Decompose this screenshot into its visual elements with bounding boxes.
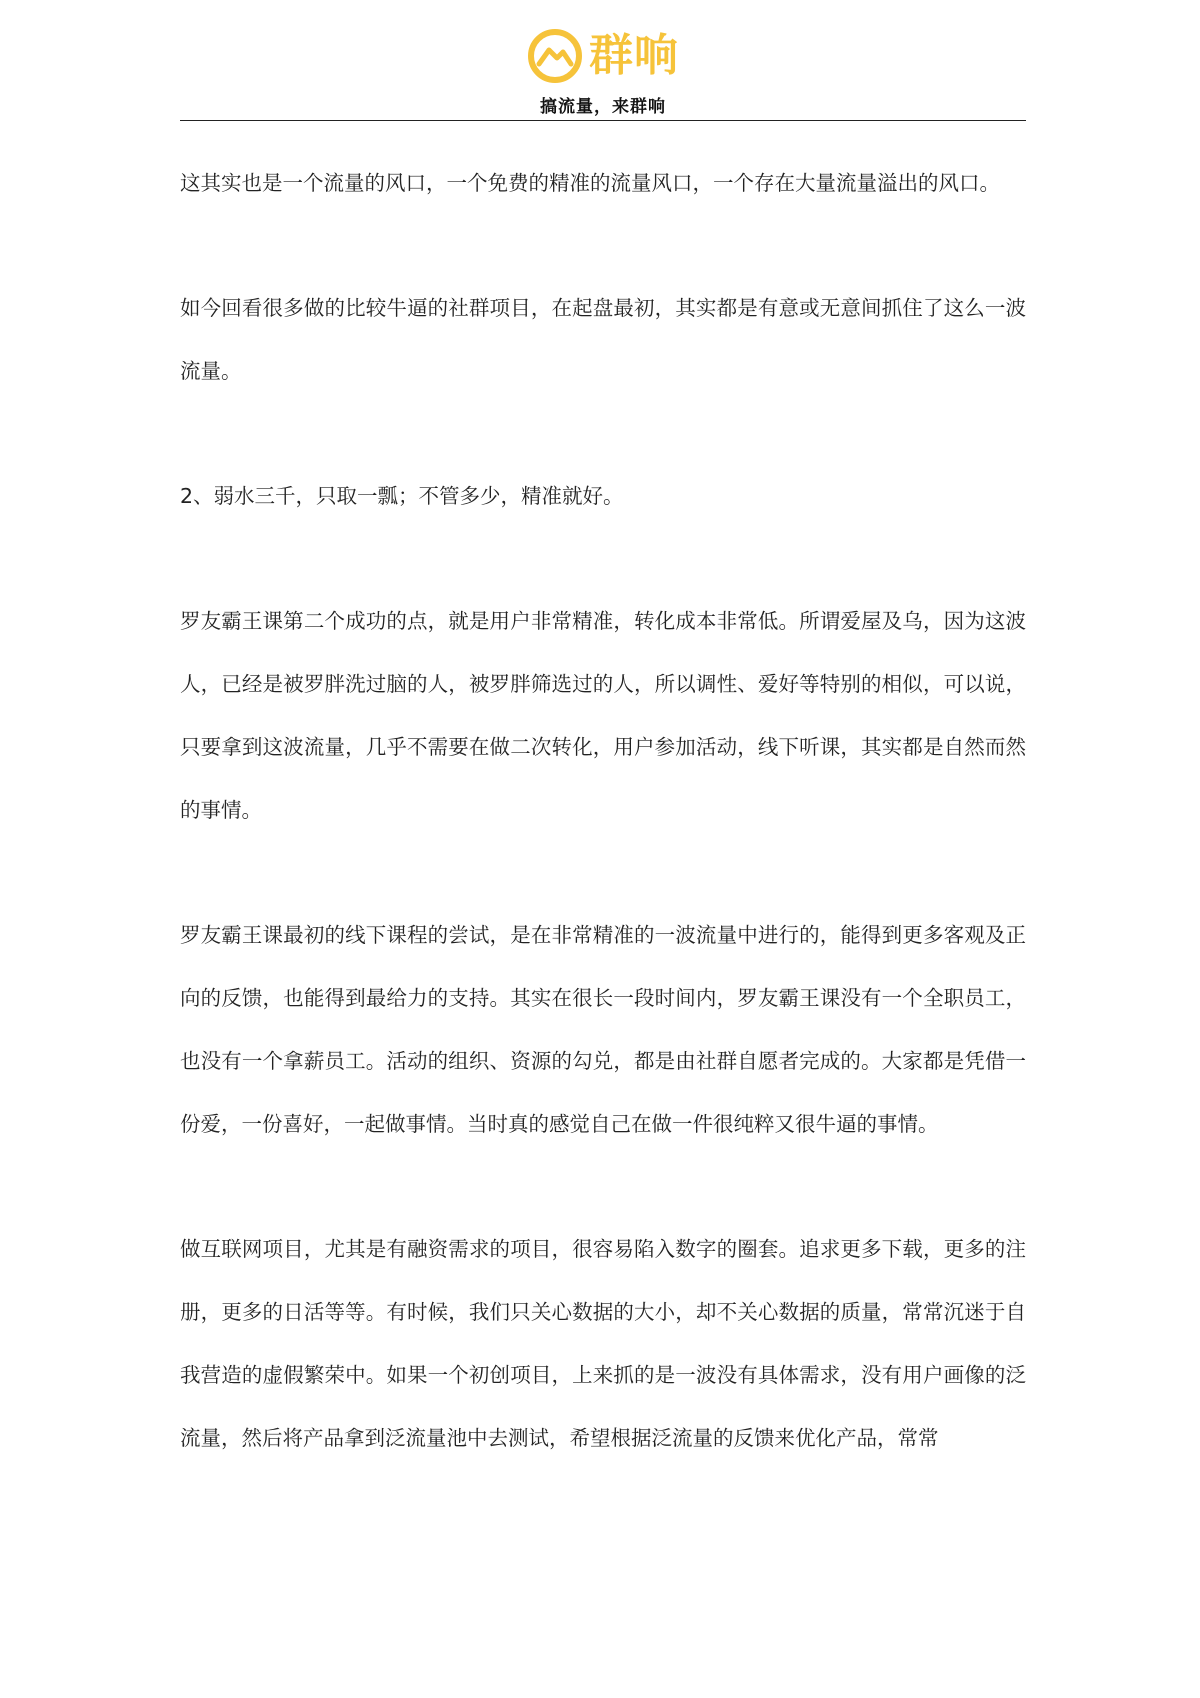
paragraph: 罗友霸王课第二个成功的点，就是用户非常精准，转化成本非常低。所谓爱屋及乌，因为这波人，已经是被罗胖洗过脑的人，被罗胖筛选过的人，所以调性、爱好等特别的相似，可以说，只要拿到这波流量，几乎不需要在做二次转化，用户参加活动，线下听课，其实都是自然而然的事情。	[180, 609, 1026, 822]
article-body	[180, 152, 1026, 1532]
brand-tagline: 搞流量，来群响	[540, 97, 666, 117]
brand-name: 群响	[589, 30, 679, 81]
brand-logo-icon	[527, 28, 583, 84]
brand-logo	[180, 28, 1026, 84]
paragraph: 做互联网项目，尤其是有融资需求的项目，很容易陷入数字的圈套。追求更多下载，更多的注册，更多的日活等等。有时候，我们只关心数据的大小，却不关心数据的质量，常常沉迷于自我营造的虚假繁荣中。如果一个初创项目，上来抓的是一波没有具体需求，没有用户画像的泛流量，然后将产品拿到泛流量池中去测试，希望根据泛流量的反馈来优化产品，常常	[180, 1237, 1026, 1450]
paragraph: 如今回看很多做的比较牛逼的社群项目，在起盘最初，其实都是有意或无意间抓住了这么一波流量。	[180, 296, 1026, 383]
paragraph: 这其实也是一个流量的风口，一个免费的精准的流量风口，一个存在大量流量溢出的风口。	[180, 171, 1000, 195]
page-header	[180, 20, 1026, 121]
section-heading: 2、弱水三千，只取一瓢；不管多少，精准就好。	[180, 484, 624, 508]
paragraph: 罗友霸王课最初的线下课程的尝试，是在非常精准的一波流量中进行的，能得到更多客观及正向的反馈，也能得到最给力的支持。其实在很长一段时间内，罗友霸王课没有一个全职员工，也没有一个拿薪员工。活动的组织、资源的勾兑，都是由社群自愿者完成的。大家都是凭借一份爱，一份喜好，一起做事情。当时真的感觉自己在做一件很纯粹又很牛逼的事情。	[180, 923, 1026, 1136]
